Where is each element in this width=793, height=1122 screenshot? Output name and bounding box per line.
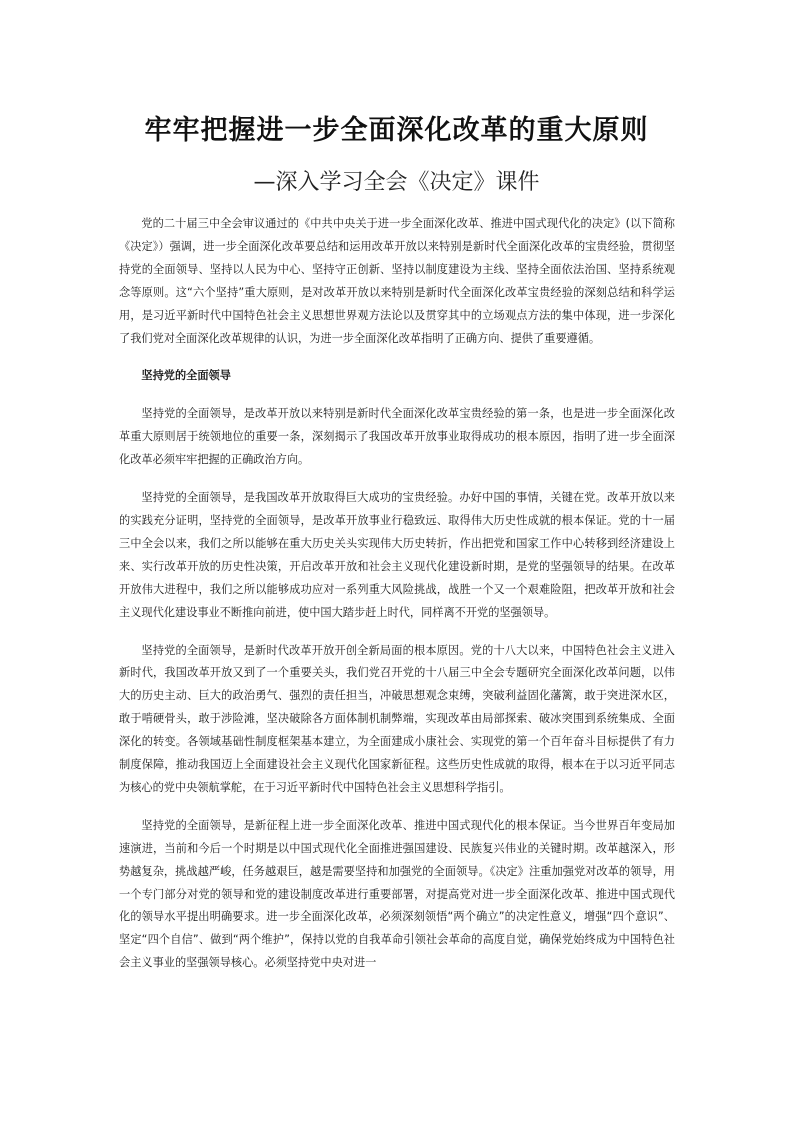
intro-paragraph: 党的二十届三中全会审议通过的《中共中央关于进一步全面深化改革、推进中国式现代化的决定》(以下简称《决定》）强调，进一步全面深化改革要总结和运用改革开放以来特别是新时代全面深化改革的宝贵经验，贯彻坚持党的全面领导、坚持以人民为中心、坚持守正创新、坚持以制度建设为主线、坚持全面依法治国、坚持系统观念等原则。这“六个坚持”重大原则，是对改革开放以来特别是新时代全面深化改革宝贵经验的深刻总结和科学运用，是习近平新时代中国特色社会主义思想世界观方法论以及贯穿其中的立场观点方法的集中体现，进一步深化了我们党对全面深化改革规律的认识，为进一步全面深化改革指明了正确方向、提供了重要遵循。 [119, 217, 675, 345]
section-heading: 坚持党的全面领导 [141, 369, 231, 383]
body-paragraph: 坚持党的全面领导，是新征程上进一步全面深化改革、推进中国式现代化的根本保证。当今世界百年变局加速演进，当前和今后一个时期是以中国式现代化全面推进强国建设、民族复兴伟业的关键时期。改革越深入，形势越复杂，挑战越严峻，任务越艰巨，越是需要坚持和加强党的全面领导。《决定》注重加强党对改革的领导，用一个专门部分对党的领导和党的建设制度改革进行重要部署，对提高党对进一步全面深化改革、推进中国式现代化的领导水平提出明确要求。进一步全面深化改革，必须深刻领悟“两个确立”的决定性意义，增强“四个意识”、坚定“四个自信”、做到“两个维护”，保持以党的自我革命引领社会革命的高度自觉，确保党始终成为中国特色社会主义事业的坚强领导核心。必须坚持党中央对进一 [119, 818, 675, 970]
document-subtitle: —深入学习全会《决定》课件 [253, 170, 540, 195]
body-paragraph: 坚持党的全面领导，是改革开放以来特别是新时代全面深化改革宝贵经验的第一条，也是进一步全面深化改革重大原则居于统领地位的重要一条，深刻揭示了我国改革开放事业取得成功的根本原因，指明了进一步全面深化改革必须牢牢把握的正确政治方向。 [119, 407, 675, 467]
document-title: 牢牢把握进一步全面深化改革的重大原则 [144, 115, 649, 146]
body-paragraph: 坚持党的全面领导，是我国改革开放取得巨大成功的宝贵经验。办好中国的事情，关键在党。改革开放以来的实践充分证明，坚持党的全面领导，是改革开放事业行稳致远、取得伟大历史性成就的根本保证。党的十一届三中全会以来，我们之所以能够在重大历史关头实现伟大历史转折，作出把党和国家工作中心转移到经济建设上来、实行改革开放的历史性决策，开启改革开放和社会主义现代化建设新时期，是党的坚强领导的结果。在改革开放伟大进程中，我们之所以能够成功应对一系列重大风险挑战，战胜一个又一个艰难险阻，把改革开放和社会主义现代化建设事业不断推向前进，使中国大踏步赶上时代，同样离不开党的坚强领导。 [119, 491, 675, 619]
body-paragraph: 坚持党的全面领导，是新时代改革开放开创全新局面的根本原因。党的十八大以来，中国特色社会主义进入新时代，我国改革开放又到了一个重要关头，我们党召开党的十八届三中全会专题研究全面深化改革问题，以伟大的历史主动、巨大的政治勇气、强烈的责任担当，冲破思想观念束缚，突破利益固化藩篱，敢于突进深水区，敢于啃硬骨头，敢于涉险滩，坚决破除各方面体制机制弊端，实现改革由局部探索、破冰突围到系统集成、全面深化的转变。各领域基础性制度框架基本建立，为全面建成小康社会、实现党的第一个百年奋斗目标提供了有力制度保障，推动我国迈上全面建设社会主义现代化国家新征程。这些历史性成就的取得，根本在于以习近平同志为核心的党中央领航掌舵，在于习近平新时代中国特色社会主义思想科学指引。 [119, 643, 675, 794]
document-body [119, 213, 675, 990]
